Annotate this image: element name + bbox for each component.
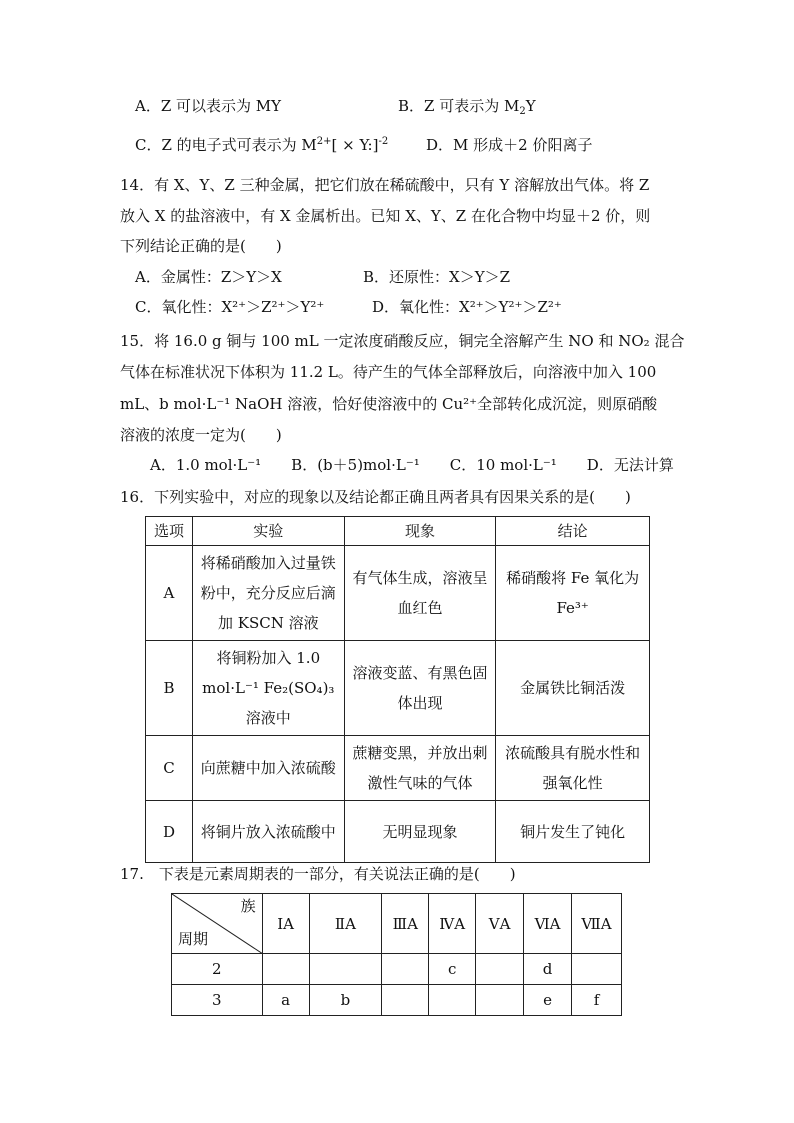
q16-cell-option: D xyxy=(146,801,193,863)
q17-cell xyxy=(429,985,476,1016)
q17-period-label: 2 xyxy=(172,954,263,985)
table-row xyxy=(146,641,650,736)
q16-header-option: 选项 xyxy=(146,517,193,546)
q17-group-6a: ⅥA xyxy=(524,894,572,954)
q17-group-7a: ⅦA xyxy=(572,894,622,954)
q13-option-a: A．Z 可以表示为 MY xyxy=(135,97,282,115)
table-row xyxy=(172,954,622,985)
q14-stem-line-1: 14．有 X、Y、Z 三种金属，把它们放在稀硫酸中，只有 Y 溶解放出气体。将 Z xyxy=(120,176,650,194)
q16-cell-experiment: 向蔗糖中加入浓硫酸 xyxy=(192,736,344,801)
q14-stem-line-2: 放入 X 的盐溶液中，有 X 金属析出。已知 X、Y、Z 在化合物中均显＋2 价，则 xyxy=(120,207,651,225)
q14-option-c: C．氧化性：X²⁺＞Z²⁺＞Y²⁺ xyxy=(135,298,325,316)
q17-cell: f xyxy=(572,985,622,1016)
q15-stem-line-3: mL、b mol·L⁻¹ NaOH 溶液，恰好使溶液中的 Cu²⁺全部转化成沉淀，则原硝酸 xyxy=(120,395,658,413)
q17-group-1a: ⅠA xyxy=(262,894,309,954)
q17-corner-period-label: 周期 xyxy=(178,930,209,948)
q17-period-label: 3 xyxy=(172,985,263,1016)
q17-cell: c xyxy=(429,954,476,985)
q16-cell-phenomenon: 无明显现象 xyxy=(344,801,496,863)
q17-cell: a xyxy=(262,985,309,1016)
q15-stem-line-2: 气体在标准状况下体积为 11.2 L。待产生的气体全部释放后，向溶液中加入 100 xyxy=(120,363,657,381)
q16-cell-phenomenon: 蔗糖变黑，并放出刺激性气味的气体 xyxy=(344,736,496,801)
q17-cell xyxy=(476,985,524,1016)
q16-cell-conclusion: 金属铁比铜活泼 xyxy=(496,641,650,736)
q16-cell-experiment: 将铜片放入浓硫酸中 xyxy=(192,801,344,863)
q17-cell xyxy=(382,954,429,985)
q17-corner-cell xyxy=(172,894,263,954)
q13-option-b: B．Z 可表示为 $M_2Y$ xyxy=(398,97,536,117)
q16-cell-phenomenon: 溶液变蓝、有黑色固体出现 xyxy=(344,641,496,736)
q17-periodic-table xyxy=(171,893,622,1016)
q17-stem: 17. 下表是元素周期表的一部分，有关说法正确的是( ) xyxy=(120,865,516,883)
q16-header-conclusion: 结论 xyxy=(496,517,650,546)
q16-cell-phenomenon: 有气体生成，溶液呈血红色 xyxy=(344,546,496,641)
q16-stem: 16．下列实验中，对应的现象以及结论都正确且两者具有因果关系的是( ) xyxy=(120,488,631,506)
q17-cell: e xyxy=(524,985,572,1016)
q14-option-b: B．还原性：X＞Y＞Z xyxy=(363,268,511,286)
table-row xyxy=(146,736,650,801)
q15-stem-line-4: 溶液的浓度一定为( ) xyxy=(120,426,282,444)
table-row xyxy=(172,985,622,1016)
q17-cell xyxy=(476,954,524,985)
q15-stem-line-1: 15．将 16.0 g 铜与 100 mL 一定浓度硝酸反应，铜完全溶解产生 NO 和 NO₂ 混合 xyxy=(120,332,685,350)
q16-header-experiment: 实验 xyxy=(192,517,344,546)
q17-group-4a: ⅣA xyxy=(429,894,476,954)
q16-cell-conclusion: 浓硫酸具有脱水性和强氧化性 xyxy=(496,736,650,801)
q16-cell-conclusion: 稀硝酸将 Fe 氧化为 Fe³⁺ xyxy=(496,546,650,641)
q16-header-row xyxy=(146,517,650,546)
q17-header-row xyxy=(172,894,622,954)
q17-group-3a: ⅢA xyxy=(382,894,429,954)
table-row xyxy=(146,546,650,641)
q17-cell: b xyxy=(309,985,382,1016)
q17-cell xyxy=(309,954,382,985)
q14-stem-line-3: 下列结论正确的是( ) xyxy=(120,237,282,255)
q16-cell-option: C xyxy=(146,736,193,801)
q13-option-d: D．M 形成＋2 价阳离子 xyxy=(426,136,593,154)
q17-cell xyxy=(382,985,429,1016)
table-row xyxy=(146,801,650,863)
q17-group-5a: ⅤA xyxy=(476,894,524,954)
q17-cell xyxy=(572,954,622,985)
q15-options: A．1.0 mol·L⁻¹ B．(b＋5)mol·L⁻¹ C．10 mol·L⁻¹ D．无法计算 xyxy=(150,456,674,474)
q13-option-c: C．Z 的电子式可表示为 $M^{2+}$[ × Y:]$^{-2}$ xyxy=(135,136,389,154)
q16-cell-conclusion: 铜片发生了钝化 xyxy=(496,801,650,863)
q17-cell xyxy=(262,954,309,985)
q14-option-d: D．氧化性：X²⁺＞Y²⁺＞Z²⁺ xyxy=(372,298,562,316)
q16-cell-experiment: 将铜粉加入 1.0 mol·L⁻¹ Fe₂(SO₄)₃ 溶液中 xyxy=(192,641,344,736)
q17-cell: d xyxy=(524,954,572,985)
q16-cell-option: B xyxy=(146,641,193,736)
q17-group-2a: ⅡA xyxy=(309,894,382,954)
q14-option-a: A．金属性：Z＞Y＞X xyxy=(135,268,282,286)
q16-header-phenomenon: 现象 xyxy=(344,517,496,546)
q16-table xyxy=(145,516,650,863)
q16-cell-experiment: 将稀硝酸加入过量铁粉中，充分反应后滴加 KSCN 溶液 xyxy=(192,546,344,641)
q16-cell-option: A xyxy=(146,546,193,641)
q17-corner-group-label: 族 xyxy=(240,897,256,915)
